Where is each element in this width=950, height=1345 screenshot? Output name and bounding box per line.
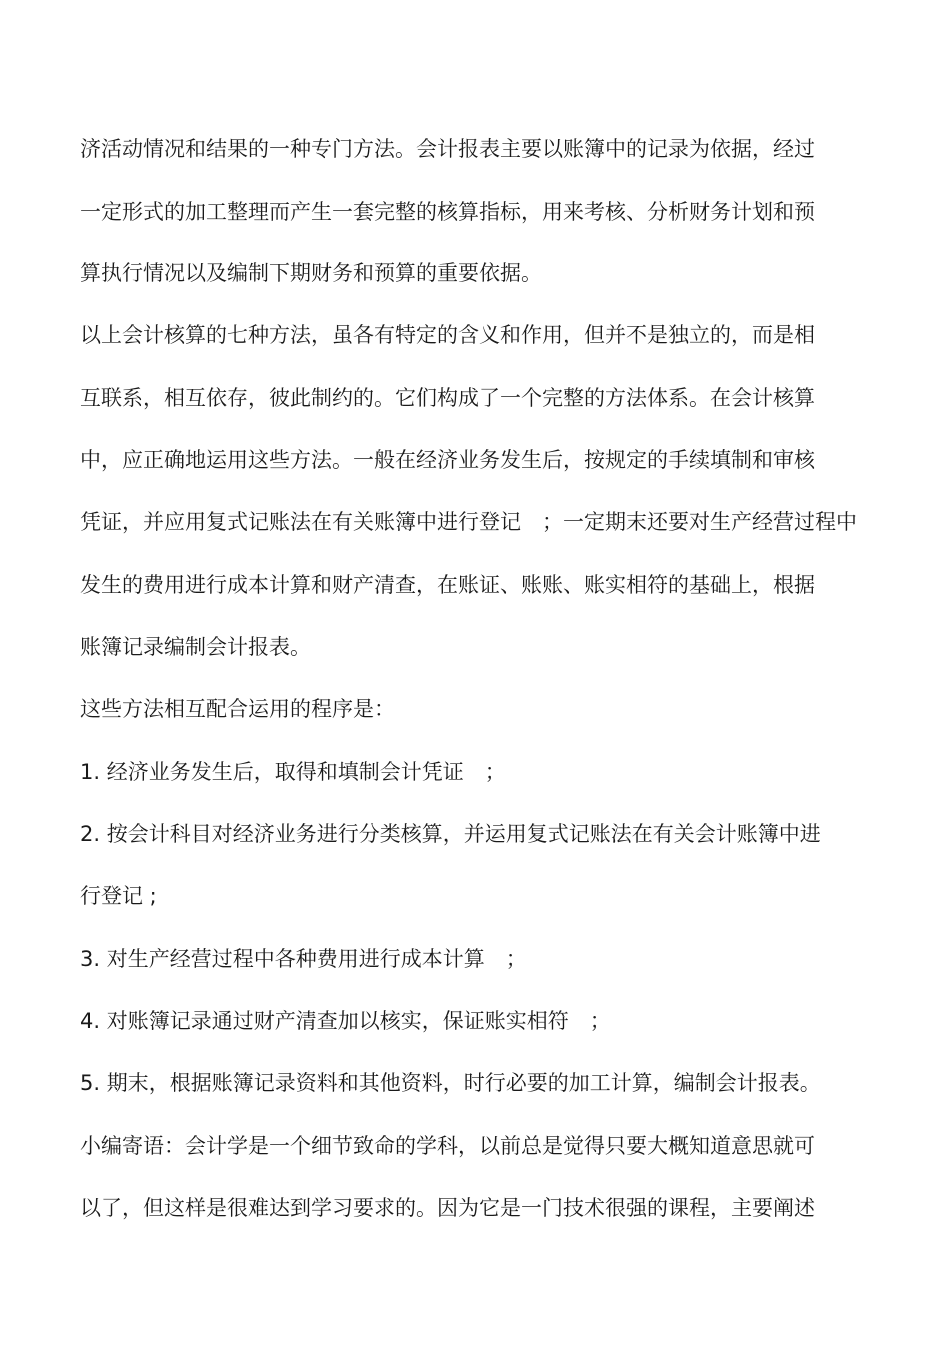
text-line: 中，应正确地运用这些方法。一般在经济业务发生后，按规定的手续填制和审核 [80,448,815,472]
text-line: 1. 经济业务发生后，取得和填制会计凭证 ； [80,760,506,784]
text-line: 账簿记录编制会计报表。 [80,635,311,659]
text-line: 小编寄语：会计学是一个细节致命的学科，以前总是觉得只要大概知道意思就可 [80,1134,815,1158]
text-line: 行登记 ; [80,884,157,908]
text-line: 以上会计核算的七种方法，虽各有特定的含义和作用，但并不是独立的，而是相 [80,323,815,347]
text-line: 互联系，相互依存，彼此制约的。它们构成了一个完整的方法体系。在会计核算 [80,386,815,410]
text-line: 一定形式的加工整理而产生一套完整的核算指标，用来考核、分析财务计划和预 [80,200,815,224]
text-line: 济活动情况和结果的一种专门方法。会计报表主要以账簿中的记录为依据，经过 [80,137,815,161]
text-line: 凭证，并应用复式记账法在有关账簿中进行登记 ；一定期末还要对生产经营过程中 [80,510,857,534]
text-line: 3. 对生产经营过程中各种费用进行成本计算 ； [80,947,527,971]
text-line: 2. 按会计科目对经济业务进行分类核算，并运用复式记账法在有关会计账簿中进 [80,822,821,846]
text-line: 以了，但这样是很难达到学习要求的。因为它是一门技术很强的课程，主要阐述 [80,1196,815,1220]
text-line: 发生的费用进行成本计算和财产清查，在账证、账账、账实相符的基础上，根据 [80,573,815,597]
text-line: 算执行情况以及编制下期财务和预算的重要依据。 [80,261,542,285]
text-line: 4. 对账簿记录通过财产清查加以核实，保证账实相符 ； [80,1009,611,1033]
text-line: 这些方法相互配合运用的程序是： [80,697,395,721]
text-line: 5. 期末，根据账簿记录资料和其他资料，时行必要的加工计算，编制会计报表。 [80,1071,821,1095]
